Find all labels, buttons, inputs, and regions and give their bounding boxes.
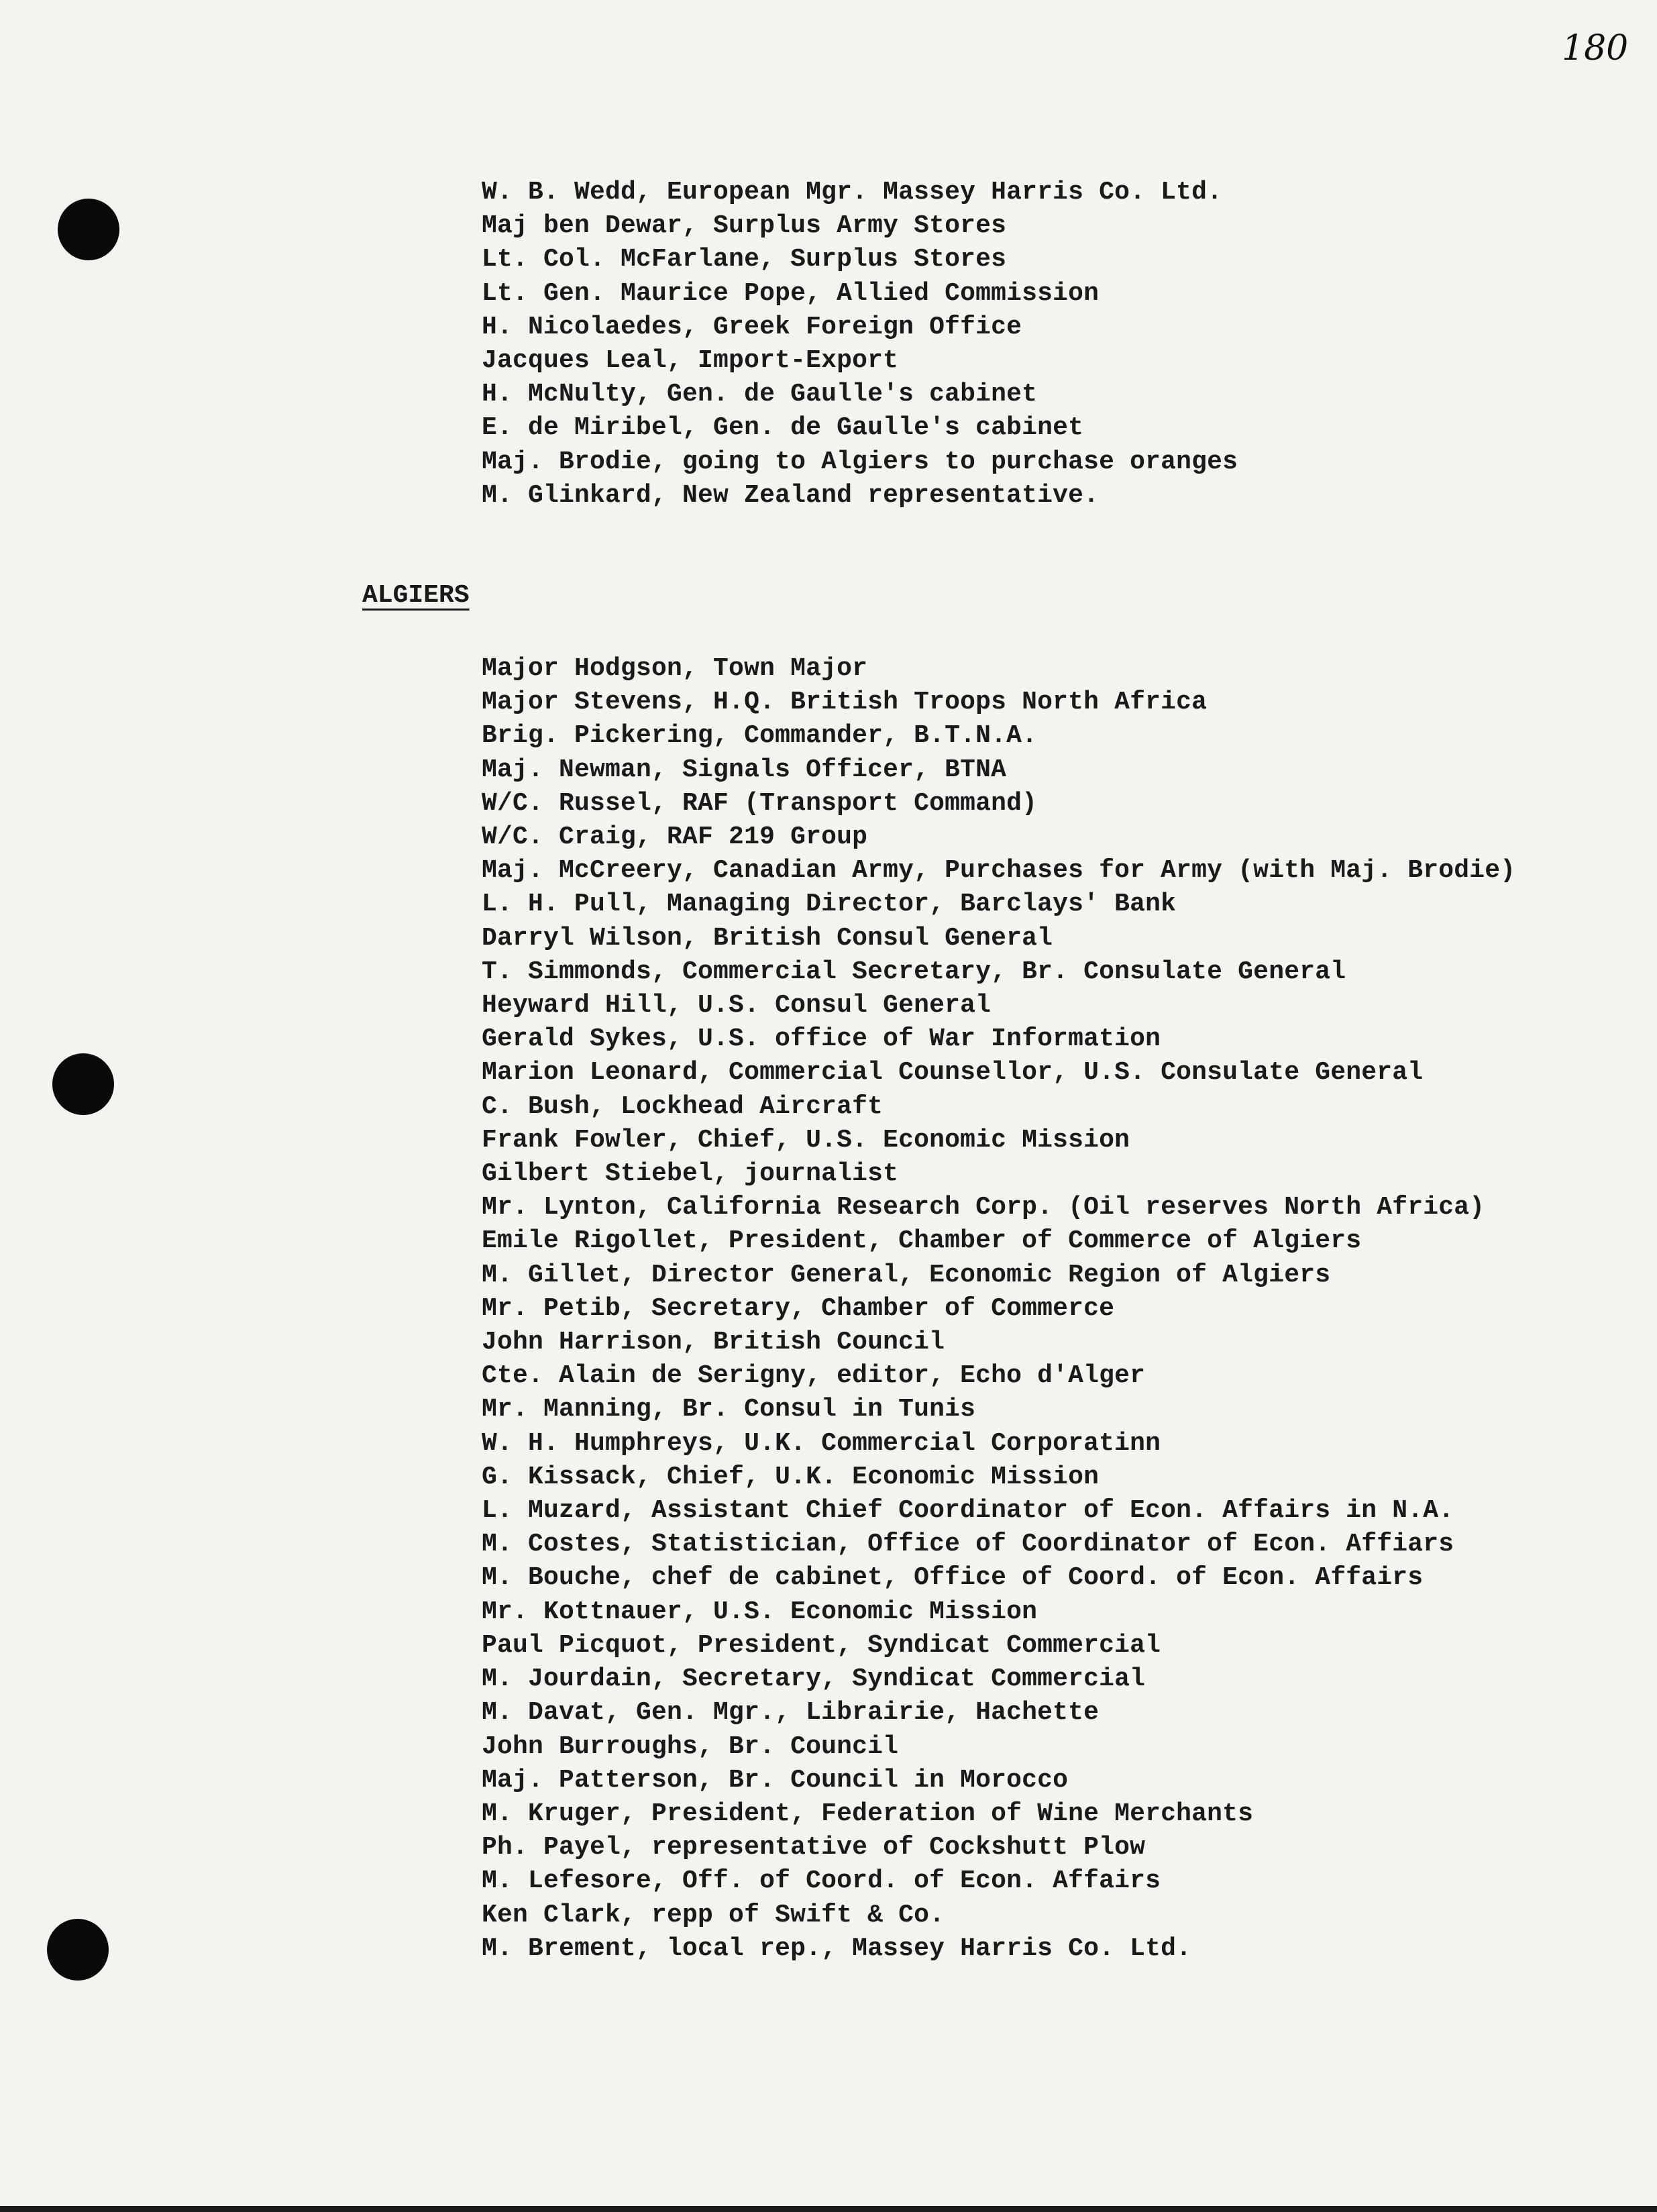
list-item: John Burroughs, Br. Council [482,1732,899,1761]
list-item: M. Davat, Gen. Mgr., Librairie, Hachette [482,1698,1100,1728]
list-item: W/C. Russel, RAF (Transport Command) [482,788,1038,818]
list-item: C. Bush, Lockhead Aircraft [482,1092,884,1121]
list-item: T. Simmonds, Commercial Secretary, Br. Consulate General [482,957,1346,986]
list-item: Emile Rigollet, President, Chamber of Commerce of Algiers [482,1226,1362,1256]
list-item: W. H. Humphreys, U.K. Commercial Corporatinn [482,1428,1161,1458]
list-item: Frank Fowler, Chief, U.S. Economic Mission [482,1125,1130,1155]
list-item: L. H. Pull, Managing Director, Barclays' Bank [482,890,1177,919]
list-item: Heyward Hill, U.S. Consul General [482,991,992,1020]
list-item: M. Brement, local rep., Massey Harris Co. Ltd. [482,1934,1192,1963]
list-item: Paul Picquot, President, Syndicat Commercial [482,1630,1161,1660]
page-bottom-edge [0,2206,1657,2212]
list-item: M. Costes, Statistician, Office of Coordinator of Econ. Affiars [482,1530,1454,1559]
list-item: Gerald Sykes, U.S. office of War Information [482,1024,1161,1054]
contact-list-algiers [482,652,1515,1966]
list-item: Lt. Col. McFarlane, Surplus Stores [482,245,1007,274]
list-item: W/C. Craig, RAF 219 Group [482,823,868,852]
list-item: Brig. Pickering, Commander, B.T.N.A. [482,721,1038,751]
list-item: Maj. Patterson, Br. Council in Morocco [482,1765,1069,1795]
list-item: M. Lefesore, Off. of Coord. of Econ. Affairs [482,1866,1161,1896]
list-item: G. Kissack, Chief, U.K. Economic Mission [482,1462,1100,1491]
list-item: H. Nicolaedes, Greek Foreign Office [482,312,1022,341]
list-item: M. Gillet, Director General, Economic Region of Algiers [482,1260,1331,1289]
list-item: Gilbert Stiebel, journalist [482,1159,899,1189]
section-heading-algiers: ALGIERS [362,581,470,610]
list-item: Major Stevens, H.Q. British Troops North Africa [482,688,1208,717]
list-item: Mr. Petib, Secretary, Chamber of Commerce [482,1294,1115,1323]
list-item: M. Bouche, chef de cabinet, Office of Coord. of Econ. Affairs [482,1563,1424,1593]
list-item: Maj. Brodie, going to Algiers to purchase oranges [482,447,1238,476]
list-item: Jacques Leal, Import-Export [482,346,899,376]
list-item: H. McNulty, Gen. de Gaulle's cabinet [482,380,1038,409]
list-item: Maj. Newman, Signals Officer, BTNA [482,755,1007,784]
list-item: Mr. Lynton, California Research Corp. (Oil reserves North Africa) [482,1193,1485,1222]
contact-list-top [482,176,1238,513]
list-item: Mr. Manning, Br. Consul in Tunis [482,1395,976,1424]
punch-hole-middle [52,1053,114,1115]
punch-hole-top [58,199,119,260]
list-item: M. Jourdain, Secretary, Syndicat Commercial [482,1665,1146,1694]
list-item: M. Kruger, President, Federation of Wine Merchants [482,1799,1254,1828]
list-item: Ph. Payel, representative of Cockshutt Plow [482,1833,1146,1862]
page-number: 180 [1562,28,1629,68]
list-item: Major Hodgson, Town Major [482,654,868,683]
punch-hole-bottom [47,1919,109,1981]
list-item: Lt. Gen. Maurice Pope, Allied Commission [482,278,1100,308]
list-item: Mr. Kottnauer, U.S. Economic Mission [482,1597,1038,1626]
list-item: M. Glinkard, New Zealand representative. [482,480,1100,510]
list-item: Maj. McCreery, Canadian Army, Purchases for Army (with Maj. Brodie) [482,856,1516,886]
list-item: E. de Miribel, Gen. de Gaulle's cabinet [482,413,1084,443]
list-item: W. B. Wedd, European Mgr. Massey Harris Co. Ltd. [482,178,1223,207]
list-item: Cte. Alain de Serigny, editor, Echo d'Alger [482,1361,1146,1391]
list-item: Ken Clark, repp of Swift & Co. [482,1900,945,1930]
list-item: John Harrison, British Council [482,1328,945,1357]
list-item: Darryl Wilson, British Consul General [482,923,1053,953]
list-item: Maj ben Dewar, Surplus Army Stores [482,211,1007,241]
list-item: L. Muzard, Assistant Chief Coordinator of Econ. Affairs in N.A. [482,1496,1454,1526]
list-item: Marion Leonard, Commercial Counsellor, U.S. Consulate General [482,1058,1424,1088]
